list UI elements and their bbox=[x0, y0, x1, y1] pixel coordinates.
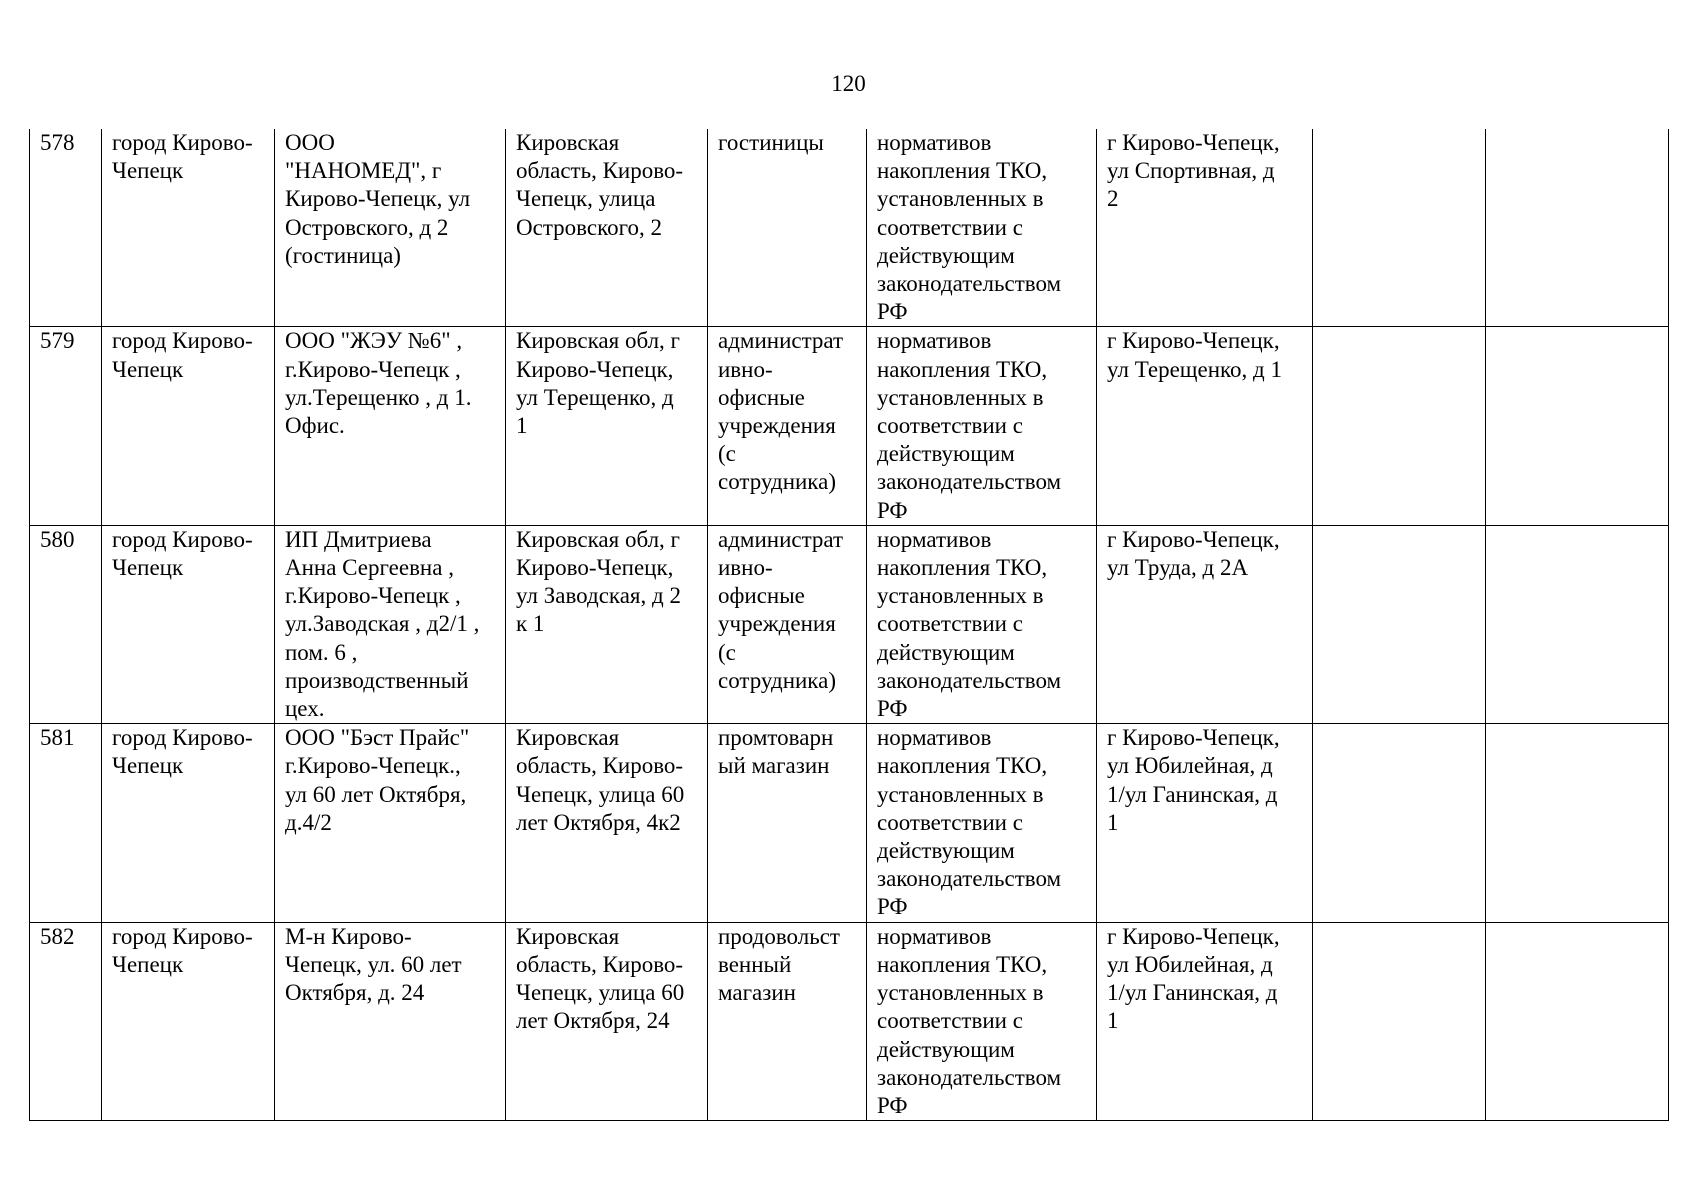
cell-locality: город Кирово- Чепецк bbox=[102, 129, 275, 327]
cell-norm: нормативов накопления ТКО, установленных в соответствии с действующим законодательством РФ bbox=[867, 724, 1097, 922]
table-row bbox=[30, 922, 1669, 1120]
cell-extra-2 bbox=[1486, 129, 1669, 327]
cell-locality: город Кирово- Чепецк bbox=[102, 327, 275, 525]
cell-extra-1 bbox=[1313, 327, 1486, 525]
cell-extra-2 bbox=[1486, 327, 1669, 525]
cell-number: 580 bbox=[30, 525, 102, 723]
cell-extra-2 bbox=[1486, 525, 1669, 723]
cell-extra-1 bbox=[1313, 724, 1486, 922]
cell-site: г Кирово-Чепецк, ул Труда, д 2А bbox=[1097, 525, 1313, 723]
cell-category: администрат ивно- офисные учреждения (с сотрудника) bbox=[708, 327, 867, 525]
cell-organization: ООО "НАНОМЕД", г Кирово-Чепецк, ул Островского, д 2 (гостиница) bbox=[275, 129, 506, 327]
registry-table bbox=[29, 129, 1669, 1121]
cell-norm: нормативов накопления ТКО, установленных в соответствии с действующим законодательством РФ bbox=[867, 922, 1097, 1120]
table-row bbox=[30, 129, 1669, 327]
table-row bbox=[30, 327, 1669, 525]
cell-organization: ИП Дмитриева Анна Сергеевна , г.Кирово-Чепецк , ул.Заводская , д2/1 , пом. 6 , производственный цех. bbox=[275, 525, 506, 723]
cell-address: Кировская область, Кирово- Чепецк, улица Островского, 2 bbox=[506, 129, 708, 327]
cell-norm: нормативов накопления ТКО, установленных в соответствии с действующим законодательством РФ bbox=[867, 129, 1097, 327]
cell-organization: М-н Кирово- Чепецк, ул. 60 лет Октября, д. 24 bbox=[275, 922, 506, 1120]
cell-number: 579 bbox=[30, 327, 102, 525]
cell-organization: ООО "ЖЭУ №6" , г.Кирово-Чепецк , ул.Терещенко , д 1. Офис. bbox=[275, 327, 506, 525]
cell-organization: ООО "Бэст Прайс" г.Кирово-Чепецк., ул 60 лет Октября, д.4/2 bbox=[275, 724, 506, 922]
cell-address: Кировская обл, г Кирово-Чепецк, ул Заводская, д 2 к 1 bbox=[506, 525, 708, 723]
table-row bbox=[30, 525, 1669, 723]
page-number: 120 bbox=[831, 71, 866, 96]
cell-number: 581 bbox=[30, 724, 102, 922]
cell-norm: нормативов накопления ТКО, установленных в соответствии с действующим законодательством РФ bbox=[867, 525, 1097, 723]
cell-site: г Кирово-Чепецк, ул Спортивная, д 2 bbox=[1097, 129, 1313, 327]
cell-number: 578 bbox=[30, 129, 102, 327]
cell-locality: город Кирово- Чепецк bbox=[102, 724, 275, 922]
cell-extra-2 bbox=[1486, 724, 1669, 922]
cell-locality: город Кирово- Чепецк bbox=[102, 922, 275, 1120]
cell-category: гостиницы bbox=[708, 129, 867, 327]
cell-site: г Кирово-Чепецк, ул Юбилейная, д 1/ул Ганинская, д 1 bbox=[1097, 922, 1313, 1120]
cell-address: Кировская область, Кирово- Чепецк, улица 60 лет Октября, 4к2 bbox=[506, 724, 708, 922]
cell-address: Кировская обл, г Кирово-Чепецк, ул Терещенко, д 1 bbox=[506, 327, 708, 525]
cell-category: администрат ивно- офисные учреждения (с сотрудника) bbox=[708, 525, 867, 723]
cell-site: г Кирово-Чепецк, ул Юбилейная, д 1/ул Ганинская, д 1 bbox=[1097, 724, 1313, 922]
cell-category: промтоварн ый магазин bbox=[708, 724, 867, 922]
table-row bbox=[30, 724, 1669, 922]
cell-extra-1 bbox=[1313, 922, 1486, 1120]
cell-norm: нормативов накопления ТКО, установленных в соответствии с действующим законодательством РФ bbox=[867, 327, 1097, 525]
cell-site: г Кирово-Чепецк, ул Терещенко, д 1 bbox=[1097, 327, 1313, 525]
cell-number: 582 bbox=[30, 922, 102, 1120]
cell-address: Кировская область, Кирово- Чепецк, улица 60 лет Октября, 24 bbox=[506, 922, 708, 1120]
cell-extra-2 bbox=[1486, 922, 1669, 1120]
cell-extra-1 bbox=[1313, 525, 1486, 723]
cell-extra-1 bbox=[1313, 129, 1486, 327]
cell-category: продовольст венный магазин bbox=[708, 922, 867, 1120]
cell-locality: город Кирово- Чепецк bbox=[102, 525, 275, 723]
